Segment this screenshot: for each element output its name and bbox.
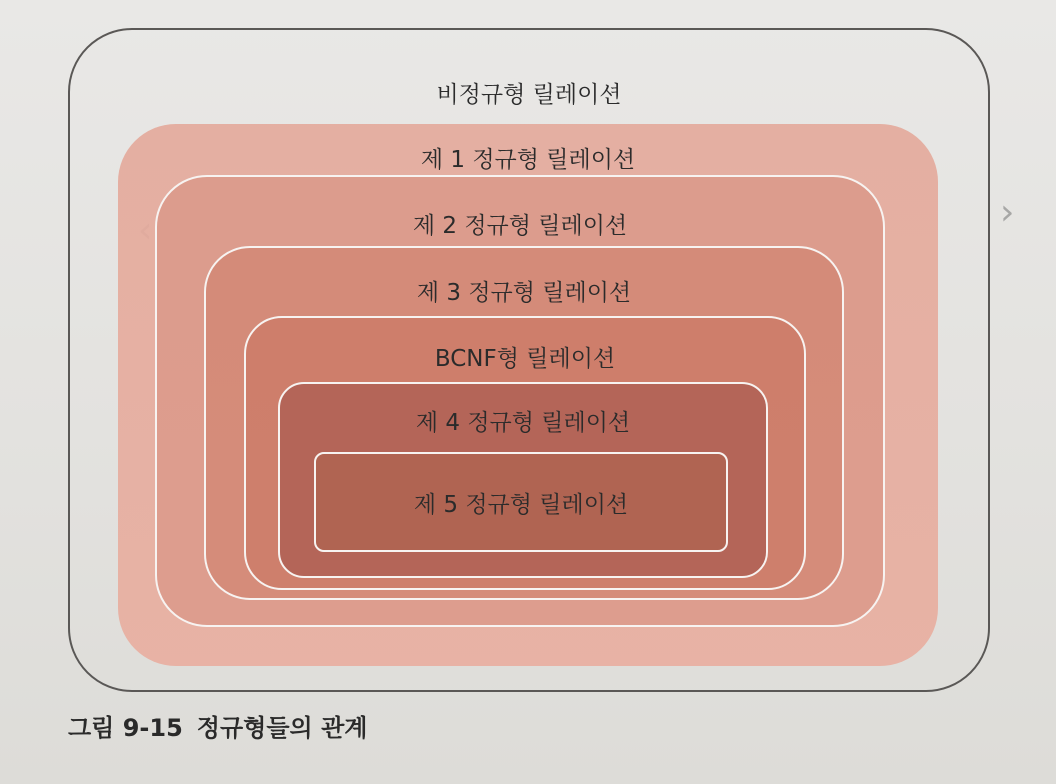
layer-3nf-label: 제 3 정규형 릴레이션 xyxy=(416,280,632,306)
figure-number: 그림 9-15 xyxy=(68,714,183,742)
layer-unnormalized-label: 비정규형 릴레이션 xyxy=(436,82,622,108)
figure-title: 정규형들의 관계 xyxy=(196,714,368,742)
chevron-right-icon: › xyxy=(1000,192,1015,233)
layer-4nf-label: 제 4 정규형 릴레이션 xyxy=(415,410,631,436)
figure-caption xyxy=(68,708,367,743)
layer-1nf-label: 제 1 정규형 릴레이션 xyxy=(420,147,636,173)
layer-bcnf-label: BCNF형 릴레이션 xyxy=(434,346,616,372)
layer-5nf-label: 제 5 정규형 릴레이션 xyxy=(413,492,629,518)
layer-2nf-label: 제 2 정규형 릴레이션 xyxy=(412,213,628,239)
layer-5nf xyxy=(314,452,728,552)
